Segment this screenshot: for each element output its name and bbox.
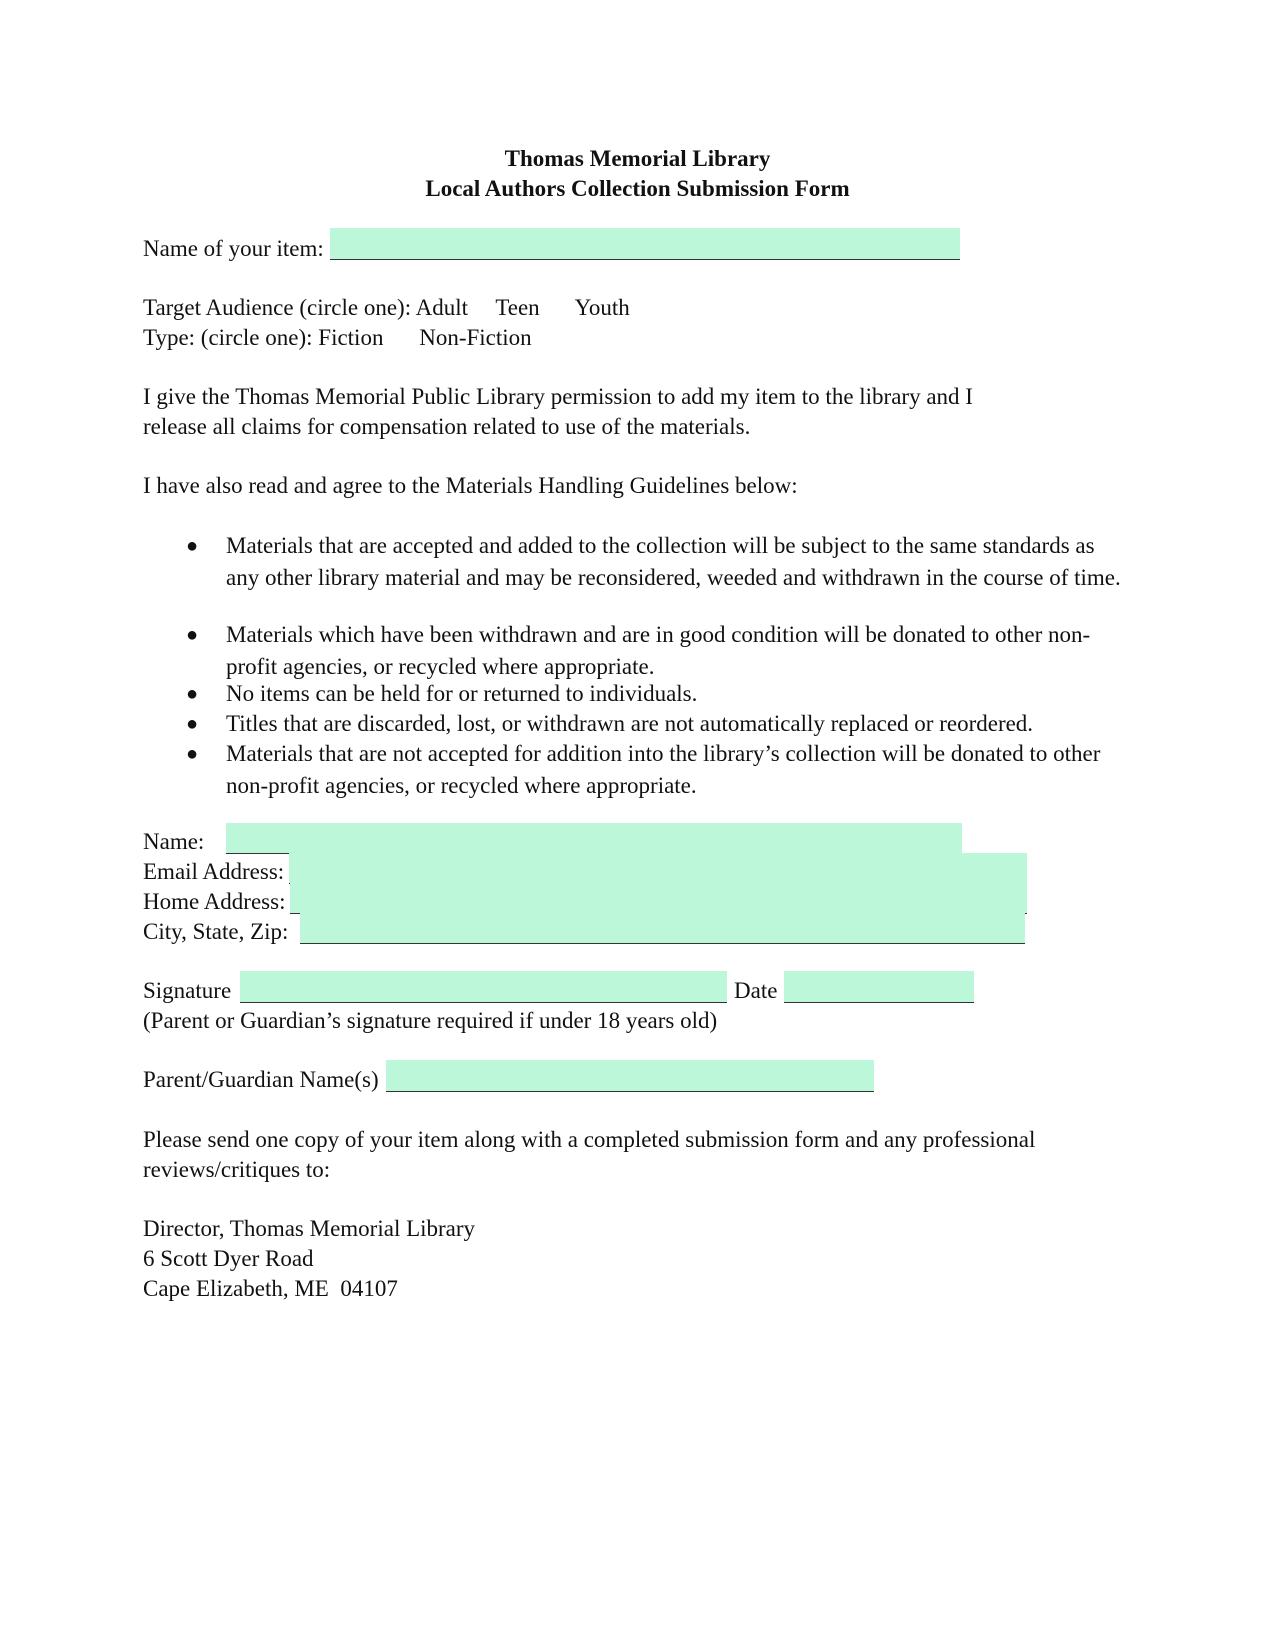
guideline-item: Titles that are discarded, lost, or withdrawn are not automatically replaced or reordered. [226,711,1034,736]
signature-field[interactable] [240,971,727,1003]
address-line-1: Director, Thomas Memorial Library [143,1216,476,1241]
type-row [143,323,532,353]
audience-option-adult[interactable]: Adult [415,295,468,320]
name-field[interactable] [226,823,962,854]
home-address-label: Home Address: [143,889,286,914]
guideline-item: Materials that are not accepted for addition into the library’s collection will be donated to other non-profit agencies, or recycled where appropriate. [226,741,1101,798]
city-state-zip-field[interactable] [300,913,1025,944]
type-label: Type: (circle one): [143,325,313,350]
home-address-field[interactable] [290,883,1027,914]
form-title: Local Authors Collection Submission Form [425,176,850,201]
type-option-nonfiction[interactable]: Non-Fiction [419,325,532,350]
instructions-line-2: reviews/critiques to: [143,1157,331,1182]
bullet-icon: ● [186,743,199,765]
guardian-name-field[interactable] [386,1060,874,1092]
audience-label: Target Audience (circle one): [143,295,412,320]
guideline-item: No items can be held for or returned to individuals. [226,681,698,706]
library-title: Thomas Memorial Library [504,146,771,171]
audience-option-youth[interactable]: Youth [574,295,630,320]
guideline-item: Materials which have been withdrawn and are in good condition will be donated to other non-profit agencies, or recycled where appropriate. [226,622,1091,679]
item-name-field[interactable] [330,228,960,260]
date-field[interactable] [784,971,974,1003]
audience-option-teen[interactable]: Teen [495,295,540,320]
guideline-item: Materials that are accepted and added to the collection will be subject to the same standards as any other library material and may be reconsidered, weeded and withdrawn in the course of time. [226,533,1121,590]
email-label: Email Address: [143,859,285,884]
signature-note: (Parent or Guardian’s signature required if under 18 years old) [143,1008,718,1033]
date-label: Date [734,978,778,1003]
item-name-label: Name of your item: [143,236,324,261]
instructions-line-1: Please send one copy of your item along with a completed submission form and any professional [143,1127,1036,1152]
guardian-name-label: Parent/Guardian Name(s) [143,1067,379,1092]
bullet-icon: ● [186,535,199,557]
email-field[interactable] [289,853,1027,884]
permission-line-2: release all claims for compensation related to use of the materials. [143,414,751,439]
bullet-icon: ● [186,713,199,735]
name-label: Name: [143,829,205,854]
agree-statement: I have also read and agree to the Materials Handling Guidelines below: [143,473,798,498]
address-line-3: Cape Elizabeth, ME 04107 [143,1276,398,1301]
address-line-2: 6 Scott Dyer Road [143,1246,314,1271]
permission-line-1: I give the Thomas Memorial Public Library permission to add my item to the library and I [143,384,973,409]
bullet-icon: ● [186,683,199,705]
type-option-fiction[interactable]: Fiction [318,325,384,350]
city-state-zip-label: City, State, Zip: [143,919,289,944]
signature-label: Signature [143,978,232,1003]
audience-row [143,293,630,323]
bullet-icon: ● [186,624,199,646]
